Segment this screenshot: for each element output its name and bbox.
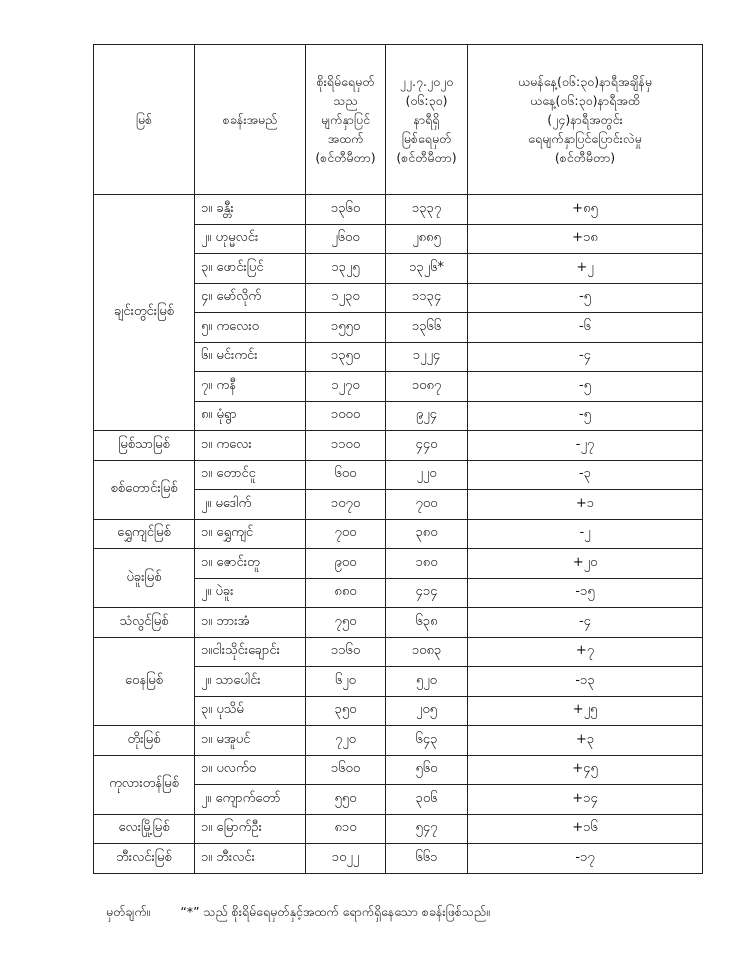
change-cell: -၃ bbox=[468, 460, 703, 490]
station-name-cell: ၁။ တောင်ငူ bbox=[195, 460, 306, 490]
danger-level-cell: ၁၃၅၀ bbox=[306, 342, 386, 372]
river-name-cell: မြစ်သာမြစ် bbox=[94, 431, 195, 461]
station-name-cell: ၂။ မဒေါက် bbox=[195, 490, 306, 520]
current-level-cell: ၂၈၈၅ bbox=[386, 224, 468, 254]
station-name-cell: ၁။ ခန္တီး bbox=[195, 195, 306, 225]
table-row bbox=[94, 844, 703, 874]
change-cell: -၄ bbox=[468, 608, 703, 638]
table-row bbox=[94, 195, 703, 225]
table-row bbox=[94, 460, 703, 490]
station-name-cell: ၁။ ဇောင်းတူ bbox=[195, 549, 306, 579]
current-level-cell: ၇၀၀ bbox=[386, 490, 468, 520]
station-name-cell: ၁။ ကလေး bbox=[195, 431, 306, 461]
change-cell: +၂ bbox=[468, 254, 703, 284]
table-row bbox=[94, 431, 703, 461]
table-row bbox=[94, 755, 703, 785]
danger-level-cell: ၁၂၃၀ bbox=[306, 283, 386, 313]
station-name-cell: ၁။ ဘီးလင်း bbox=[195, 844, 306, 874]
current-level-cell: ၁၃၃၇ bbox=[386, 195, 468, 225]
current-level-cell: ၃၀၆ bbox=[386, 785, 468, 815]
table-row bbox=[94, 814, 703, 844]
danger-level-cell: ၈၁၀ bbox=[306, 814, 386, 844]
change-cell: -၆ bbox=[468, 313, 703, 343]
current-level-cell: ၁၃၂၆* bbox=[386, 254, 468, 284]
change-cell: -၁၃ bbox=[468, 667, 703, 697]
change-cell: +၂၅ bbox=[468, 696, 703, 726]
station-name-cell: ၇။ ကနီ bbox=[195, 372, 306, 402]
current-level-cell: ၁၈၀ bbox=[386, 549, 468, 579]
river-name-cell: ဘီးလင်းမြစ် bbox=[94, 844, 195, 874]
header-station: စခန်းအမည် bbox=[195, 45, 306, 195]
change-cell: -၂၇ bbox=[468, 431, 703, 461]
table-row bbox=[94, 726, 703, 756]
river-name-cell: ပဲခူးမြစ် bbox=[94, 549, 195, 608]
river-name-cell: လေးမြို့မြစ် bbox=[94, 814, 195, 844]
change-cell: +၄၅ bbox=[468, 755, 703, 785]
change-cell: +၁၈ bbox=[468, 224, 703, 254]
footnote bbox=[106, 904, 490, 923]
danger-level-cell: ၁၃၆၀ bbox=[306, 195, 386, 225]
station-name-cell: ၂။ သာပေါင်း bbox=[195, 667, 306, 697]
change-cell: -၅ bbox=[468, 401, 703, 431]
danger-level-cell: ၁၀၇၀ bbox=[306, 490, 386, 520]
station-name-cell: ၅။ ကလေးဝ bbox=[195, 313, 306, 343]
change-cell: -၁၇ bbox=[468, 844, 703, 874]
danger-level-cell: ၉၀၀ bbox=[306, 549, 386, 579]
change-cell: -၅ bbox=[468, 283, 703, 313]
change-cell: +၁၆ bbox=[468, 814, 703, 844]
current-level-cell: ၁၀၈၃ bbox=[386, 637, 468, 667]
table-row bbox=[94, 519, 703, 549]
station-name-cell: ၃။ ဖောင်းပြင် bbox=[195, 254, 306, 284]
station-name-cell: ၈။ မုံရွာ bbox=[195, 401, 306, 431]
station-name-cell: ၁။ ဘားအံ bbox=[195, 608, 306, 638]
current-level-cell: ၉၂၄ bbox=[386, 401, 468, 431]
river-name-cell: စစ်တောင်းမြစ် bbox=[94, 460, 195, 519]
change-cell: +၈၅ bbox=[468, 195, 703, 225]
danger-level-cell: ၁၀၂၂ bbox=[306, 844, 386, 874]
station-name-cell: ၁။ ပလက်ဝ bbox=[195, 755, 306, 785]
station-name-cell: ၆။ မင်းကင်း bbox=[195, 342, 306, 372]
current-level-cell: ၄၁၄ bbox=[386, 578, 468, 608]
current-level-cell: ၆၄၃ bbox=[386, 726, 468, 756]
danger-level-cell: ၁၃၂၅ bbox=[306, 254, 386, 284]
footnote-text: “*” သည် စိုးရိမ်ရေမှတ်နှင့်အထက် ရောက်ရှိနေသော စခန်းဖြစ်သည်။ bbox=[180, 904, 490, 919]
current-level-cell: ၅၆၀ bbox=[386, 755, 468, 785]
river-name-cell: ကုလားတန်မြစ် bbox=[94, 755, 195, 814]
header-danger-level: စိုးရိမ်ရေမှတ် သည မျက်နှာပြင် အထက် (စင်တီမီတာ) bbox=[306, 45, 386, 195]
danger-level-cell: ၇၀၀ bbox=[306, 519, 386, 549]
river-name-cell: ချင်းတွင်းမြစ် bbox=[94, 195, 195, 431]
current-level-cell: ၂၂၀ bbox=[386, 460, 468, 490]
table-header-row bbox=[94, 45, 703, 195]
current-level-cell: ၁၀၈၇ bbox=[386, 372, 468, 402]
current-level-cell: ၆၃၈ bbox=[386, 608, 468, 638]
current-level-cell: ၁၃၆၆ bbox=[386, 313, 468, 343]
station-name-cell: ၁။ ရွှေကျင် bbox=[195, 519, 306, 549]
current-level-cell: ၄၄၀ bbox=[386, 431, 468, 461]
table-row bbox=[94, 637, 703, 667]
river-name-cell: တိုးမြစ် bbox=[94, 726, 195, 756]
change-cell: +၃ bbox=[468, 726, 703, 756]
danger-level-cell: ၂၆၀၀ bbox=[306, 224, 386, 254]
header-24h-change: ယမန်နေ့(၀၆:၃၀)နာရီအချိန်မှ ယနေ့(၀၆:၃၀)နာရီအထိ (၂၄)နာရီအတွင်း ရေမျက်နှာပြင်ပြောင်းလဲမှု (စင်တီမီတာ) bbox=[468, 45, 703, 195]
change-cell: -၄ bbox=[468, 342, 703, 372]
danger-level-cell: ၇၂၀ bbox=[306, 726, 386, 756]
danger-level-cell: ၃၅၀ bbox=[306, 696, 386, 726]
change-cell: +၁ bbox=[468, 490, 703, 520]
station-name-cell: ၃။ ပုသိမ် bbox=[195, 696, 306, 726]
current-level-cell: ၁၂၂၄ bbox=[386, 342, 468, 372]
current-level-cell: ၅၂၀ bbox=[386, 667, 468, 697]
danger-level-cell: ၁၀၀၀ bbox=[306, 401, 386, 431]
water-level-table bbox=[93, 44, 703, 874]
change-cell: +၂၀ bbox=[468, 549, 703, 579]
danger-level-cell: ၆၂၀ bbox=[306, 667, 386, 697]
river-name-cell: သံလွင်မြစ် bbox=[94, 608, 195, 638]
station-name-cell: ၁။ငါးသိုင်းချောင်း bbox=[195, 637, 306, 667]
footnote-label: မှတ်ချက်။ bbox=[106, 904, 151, 919]
current-level-cell: ၆၆၁ bbox=[386, 844, 468, 874]
header-river: မြစ် bbox=[94, 45, 195, 195]
station-name-cell: ၄။ မော်လိုက် bbox=[195, 283, 306, 313]
river-name-cell: ရွှေကျင်မြစ် bbox=[94, 519, 195, 549]
change-cell: -၁၅ bbox=[468, 578, 703, 608]
danger-level-cell: ၁၆၀၀ bbox=[306, 755, 386, 785]
change-cell: -၂ bbox=[468, 519, 703, 549]
station-name-cell: ၁။ မြောက်ဦး bbox=[195, 814, 306, 844]
station-name-cell: ၂။ ဟုမ္မလင်း bbox=[195, 224, 306, 254]
danger-level-cell: ၇၅၀ bbox=[306, 608, 386, 638]
danger-level-cell: ၅၅၀ bbox=[306, 785, 386, 815]
danger-level-cell: ၁၂၇၀ bbox=[306, 372, 386, 402]
header-current-level: ၂၂.၇.၂၀၂၀ (၀၆:၃၀) နာရီရှိ မြစ်ရေမှတ် (စင်တီမီတာ) bbox=[386, 45, 468, 195]
danger-level-cell: ၈၈၀ bbox=[306, 578, 386, 608]
current-level-cell: ၅၄၇ bbox=[386, 814, 468, 844]
current-level-cell: ၁၁၃၄ bbox=[386, 283, 468, 313]
station-name-cell: ၁။ မအူပင် bbox=[195, 726, 306, 756]
danger-level-cell: ၆၀၀ bbox=[306, 460, 386, 490]
current-level-cell: ၃၈၀ bbox=[386, 519, 468, 549]
change-cell: +၇ bbox=[468, 637, 703, 667]
table-row bbox=[94, 549, 703, 579]
danger-level-cell: ၁၅၅၀ bbox=[306, 313, 386, 343]
station-name-cell: ၂။ ကျောက်တော် bbox=[195, 785, 306, 815]
danger-level-cell: ၁၁၀၀ bbox=[306, 431, 386, 461]
change-cell: +၁၄ bbox=[468, 785, 703, 815]
danger-level-cell: ၁၁၆၀ bbox=[306, 637, 386, 667]
table-row bbox=[94, 608, 703, 638]
station-name-cell: ၂။ ပဲခူး bbox=[195, 578, 306, 608]
current-level-cell: ၂၀၅ bbox=[386, 696, 468, 726]
change-cell: -၅ bbox=[468, 372, 703, 402]
river-name-cell: ဝေနမြစ် bbox=[94, 637, 195, 726]
